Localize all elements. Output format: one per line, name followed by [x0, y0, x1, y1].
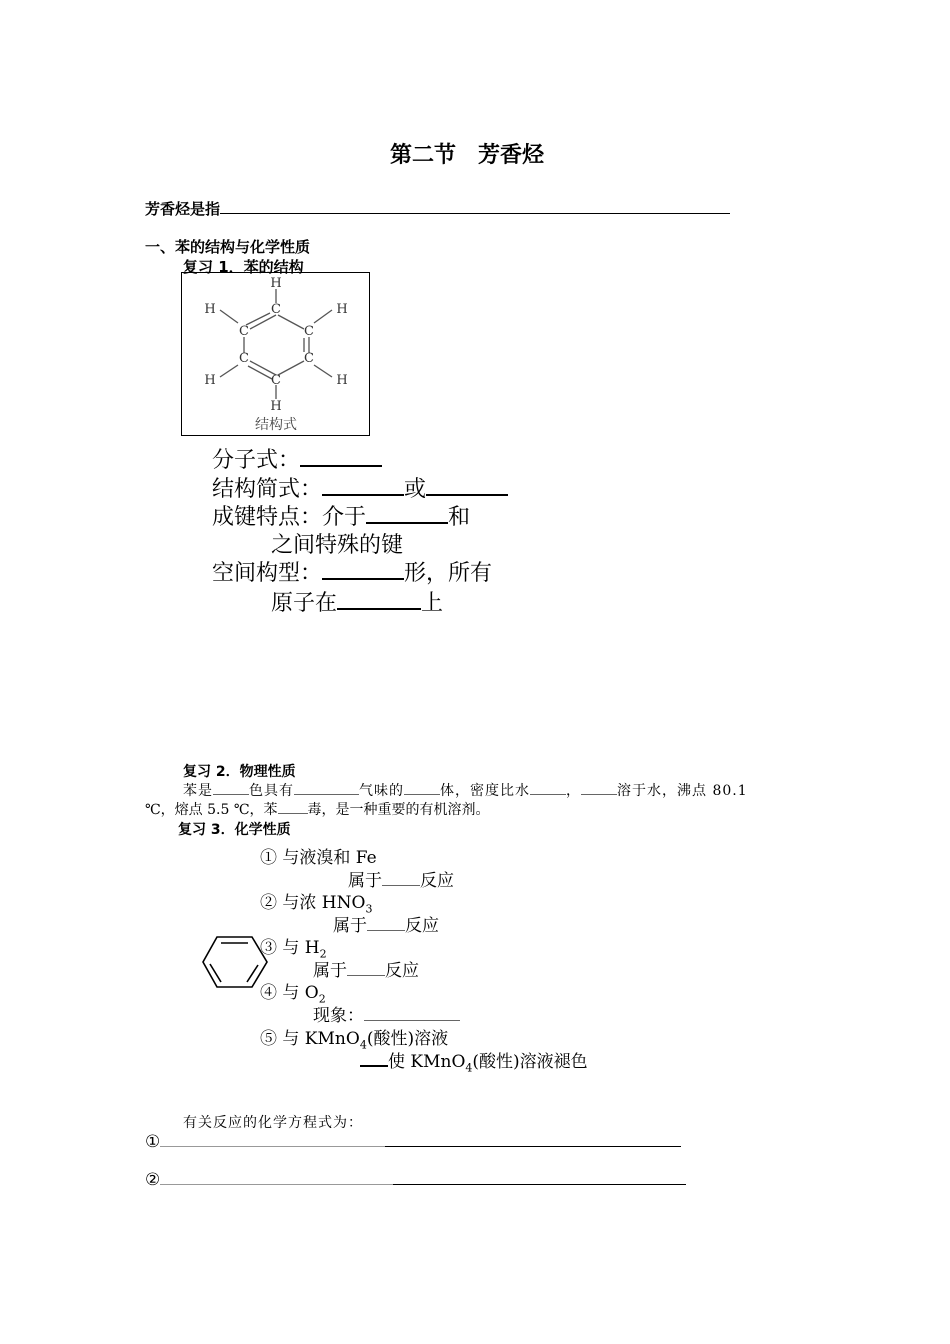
review2-heading: 复习 2．物理性质	[183, 764, 296, 780]
density-blank[interactable]	[530, 781, 566, 795]
chem-item-4-prefix: 现象：	[313, 1006, 364, 1026]
chem-item-5-sub-subscript: 4	[465, 1061, 473, 1075]
equation-1-blank-a[interactable]	[160, 1130, 385, 1147]
chem-item-3-sub	[313, 956, 419, 981]
chem-item-4-text: ④ 与 O	[260, 983, 319, 1003]
phys-text-8: 毒，是一种重要的有机溶剂。	[307, 802, 490, 818]
chem-item-3-prefix: 属于	[313, 961, 347, 981]
equations-heading: 有关反应的化学方程式为：	[183, 1115, 363, 1131]
chem-item-4-sub	[313, 1001, 460, 1026]
chem-item-2-subscript: 3	[365, 902, 373, 916]
chem-item-1	[260, 843, 377, 868]
toxicity-blank[interactable]	[278, 800, 308, 814]
atoms-on-label: 原子在	[271, 591, 338, 616]
atom-h-lower-left: H	[204, 373, 216, 388]
or-text: 或	[404, 477, 427, 502]
atom-h-lower-right: H	[336, 373, 348, 388]
atom-c-top: C	[271, 302, 281, 317]
bond-feature-line	[212, 500, 470, 531]
figure-caption: 结构式	[255, 417, 297, 433]
chem-item-2-suffix: 反应	[405, 916, 439, 936]
equation-2-marker: ②	[145, 1170, 161, 1191]
chem-item-5-prefix: 使 KMnO	[388, 1052, 466, 1072]
molecular-formula-blank[interactable]	[300, 444, 382, 467]
chem-item-5-tail: (酸性)溶液	[366, 1029, 449, 1049]
structural-simplified-blank-2[interactable]	[426, 473, 508, 496]
phys-text-1: 苯是	[183, 783, 213, 799]
phys-text-5: ，	[566, 783, 581, 799]
color-blank[interactable]	[213, 781, 249, 795]
definition-line	[145, 198, 730, 219]
bond-feature-blank[interactable]	[366, 501, 448, 524]
atoms-on-line	[271, 586, 443, 617]
section1-heading: 一、苯的结构与化学性质	[145, 238, 311, 256]
bond-feature-label: 成键特点：介于	[212, 505, 367, 530]
phys-text-2: 色具有	[249, 783, 294, 799]
molecular-formula-label: 分子式：	[212, 448, 301, 473]
chem-item-5-sub-tail: (酸性)溶液褪色	[472, 1052, 588, 1072]
chem-item-5-text: ⑤ 与 KMnO	[260, 1029, 360, 1049]
structural-simplified-blank-1[interactable]	[322, 473, 404, 496]
atom-c-upper-right: C	[304, 324, 314, 339]
review1-heading: 复习 1．苯的结构	[183, 258, 304, 276]
phys-text-7: ℃，熔点 5.5 ℃，苯	[145, 802, 278, 818]
chem-item-1-blank[interactable]	[382, 869, 420, 886]
equation-1-blank-b[interactable]	[385, 1130, 681, 1147]
equation-1-marker: ①	[145, 1132, 161, 1153]
on-text: 上	[421, 591, 444, 616]
phys-text-4: 体，密度比水	[440, 783, 530, 799]
physical-properties-line1	[183, 780, 748, 800]
benzene-structure-figure	[181, 272, 370, 436]
atom-c-upper-left: C	[239, 324, 249, 339]
chem-item-4-subscript: 2	[318, 992, 326, 1006]
molecular-formula-line	[212, 443, 382, 474]
phys-text-6: 溶于水，沸点 80.1	[617, 783, 748, 799]
shape-all-text: 形，所有	[404, 561, 493, 586]
chem-item-1-suffix: 反应	[420, 871, 454, 891]
chem-item-4-blank[interactable]	[364, 1004, 460, 1021]
atom-c-lower-left: C	[239, 351, 249, 366]
definition-blank[interactable]	[220, 199, 730, 214]
chem-item-2-prefix: 属于	[333, 916, 367, 936]
structural-simplified-label: 结构简式：	[212, 477, 323, 502]
atom-c-lower-right: C	[304, 351, 314, 366]
state-blank[interactable]	[404, 781, 440, 795]
odor-blank[interactable]	[294, 781, 359, 795]
chem-item-2-sub	[333, 911, 439, 936]
chem-item-3-subscript: 2	[319, 947, 327, 961]
definition-label: 芳香烃是指	[145, 200, 221, 218]
chem-item-1-prefix: 属于	[348, 871, 382, 891]
and-text: 和	[448, 505, 471, 530]
chem-item-3-blank[interactable]	[347, 959, 385, 976]
chem-item-3-suffix: 反应	[385, 961, 419, 981]
benzene-structure-svg	[182, 273, 369, 435]
equation-2-line	[145, 1168, 686, 1190]
equation-2-blank-a[interactable]	[160, 1168, 393, 1185]
atoms-on-blank[interactable]	[337, 587, 421, 610]
spatial-config-line	[212, 556, 492, 587]
chem-item-2-text: ② 与浓 HNO	[260, 893, 366, 913]
phys-text-3: 气味的	[359, 783, 404, 799]
equation-2-blank-b[interactable]	[393, 1168, 686, 1185]
spatial-config-blank[interactable]	[322, 557, 404, 580]
spatial-config-label: 空间构型：	[212, 561, 323, 586]
physical-properties-line2	[145, 799, 490, 819]
atom-h-upper-left: H	[204, 302, 216, 317]
solubility-blank[interactable]	[581, 781, 617, 795]
atom-h-bottom: H	[270, 399, 282, 414]
page-title: 第二节 芳香烃	[390, 143, 545, 168]
structural-simplified-line	[212, 472, 508, 503]
chem-item-5-subscript: 4	[359, 1038, 367, 1052]
atom-c-bottom: C	[271, 373, 281, 388]
chem-item-2-blank[interactable]	[367, 914, 405, 931]
chem-item-3-text: ③ 与 H	[260, 938, 320, 958]
atom-h-upper-right: H	[336, 302, 348, 317]
review3-heading: 复习 3．化学性质	[178, 822, 291, 838]
chem-item-1-text: ① 与液溴和 Fe	[260, 848, 377, 868]
chem-item-5-blank[interactable]	[360, 1049, 388, 1067]
atom-h-top: H	[270, 276, 282, 291]
equation-1-line	[145, 1130, 681, 1152]
chem-item-5-sub	[360, 1047, 588, 1074]
bond-between-line: 之间特殊的键	[271, 533, 404, 558]
